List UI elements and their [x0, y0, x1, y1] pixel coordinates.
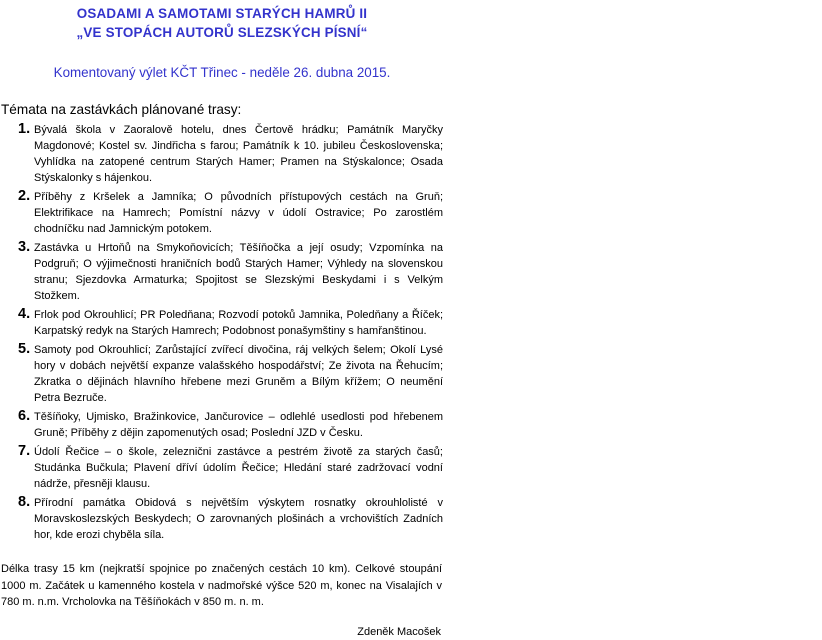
author-signature: Zdeněk Macošek — [357, 626, 441, 638]
topic-item — [18, 495, 443, 543]
route-info-paragraph: Délka trasy 15 km (nejkratší spojnice po značených cestách 10 km). Celkové stoupání 1000 m. Začátek u kamenného kostela v nadmořské výšce 520 m, konec na Visalajích v 780 m. n.m. Vrcholovka na Těšíňokách v 850 m. n. m. — [1, 563, 442, 608]
topic-text: Údolí Řečice – o škole, zeleznični zastávce a pestrém životě za starých časů; Studánka Bučkula; Plavení dříví údolím Řečice; Hledání staré zadržovací vodní nádrže, přesněji klausu. — [34, 446, 443, 490]
topics-list — [18, 122, 443, 546]
topic-number: 2. — [18, 188, 31, 204]
topic-item — [18, 342, 443, 406]
topic-item — [18, 240, 443, 304]
topic-number: 1. — [18, 121, 31, 137]
topic-number: 4. — [18, 306, 31, 322]
topic-number: 5. — [18, 341, 31, 357]
topic-number: 7. — [18, 443, 31, 459]
topic-text: Frlok pod Okrouhlicí; PR Poledňana; Rozvodí potoků Jamnika, Poledňany a Říček; Karpatský redyk na Starých Hamrech; Podobnost ponašymštiny s hamřanštinou. — [34, 309, 443, 337]
topic-item — [18, 122, 443, 186]
topics-heading: Témata na zastávkách plánované trasy: — [1, 102, 242, 117]
topic-text: Těšíňoky, Ujmisko, Bražinkovice, Jančurovice – odlehlé usedlosti pod hřebenem Gruně; Příběhy z dějin zapomenutých osad; Poslední JZD v Česku. — [34, 411, 443, 439]
topic-text: Přírodní památka Obidová s největším výskytem rosnatky okrouhlolisté v Moravskoslezských Beskydech; O zarovnaných plošinách a vrchovištích Zadních hor, kde erozi chyběla síla. — [34, 497, 443, 541]
topic-item — [18, 307, 443, 339]
topic-item — [18, 189, 443, 237]
topic-text: Bývalá škola v Zaoralově hotelu, dnes Čertově hrádku; Památník Maryčky Magdonové; Kostel sv. Jindřicha s farou; Památník k 10. jubileu Československa; Vyhlídka na zatopené centrum Starých Hamer; Pramen na Stýskalonce; Osada Stýskalonky s hájenkou. — [34, 124, 443, 184]
topic-text: Příběhy z Kršelek a Jamníka; O původních přístupových cestách na Gruň; Elektrifikace na Hamrech; Pomístní názvy v údolí Ostravice; Po zarostlém chodníčku nad Jamnickým potokem. — [34, 191, 443, 235]
topic-number: 6. — [18, 408, 31, 424]
topic-item — [18, 444, 443, 492]
document-title-line1: OSADAMI A SAMOTAMI STARÝCH HAMRŮ II — [76, 6, 368, 21]
document-subtitle: Komentovaný výlet KČT Třinec - neděle 26. dubna 2015. — [53, 65, 391, 80]
topic-text: Samoty pod Okrouhlicí; Zarůstající zvířecí divočina, ráj velkých šelem; Okolí Lysé hory v dobách největší expanze valašského hospodářství; Ze života na Řehucím; Zkratka o dějinách hlavního hřebene mezi Gruněm a Bílým křížem; O neumění Petra Bezruče. — [34, 344, 443, 404]
topic-number: 3. — [18, 239, 31, 255]
topic-item — [18, 409, 443, 441]
topic-number: 8. — [18, 494, 31, 510]
document-title-line2: „VE STOPÁCH AUTORŮ SLEZSKÝCH PÍSNÍ“ — [76, 25, 368, 40]
topic-text: Zastávka u Hrtoňů na Smykoňovicích; Těšíňočka a její osudy; Vzpomínka na Podgruň; O výjimečnosti hraničních bodů Starých Hamer; Výhledy na slovenskou stranu; Sjezdovka Armaturka; Spojitost se Slezskými Beskydami i s Velkým Stožkem. — [34, 242, 443, 302]
